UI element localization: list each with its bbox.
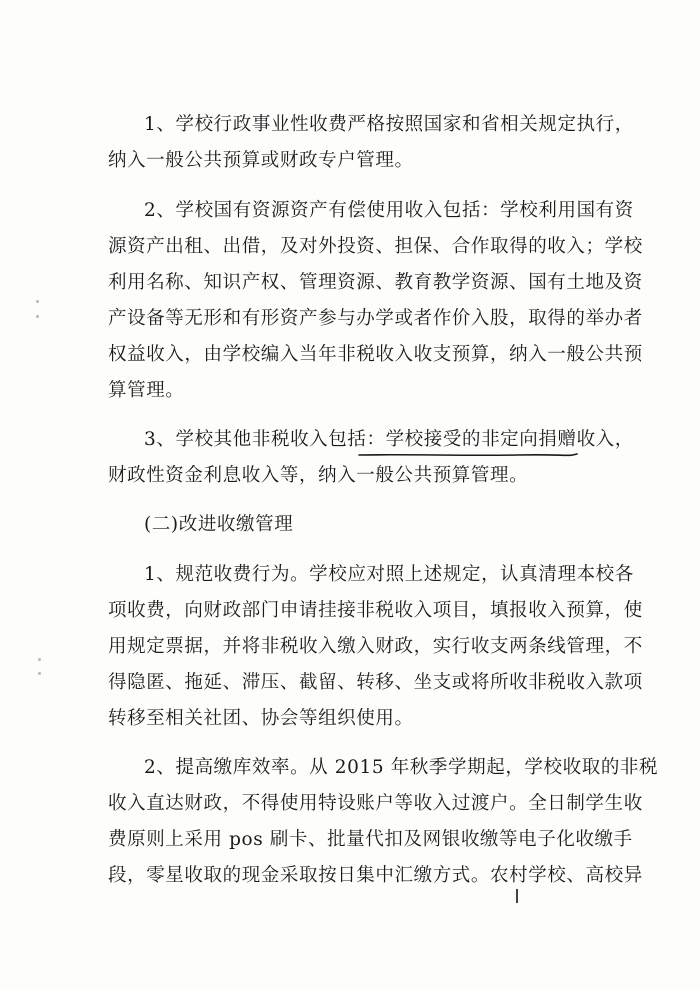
scan-mark [36,315,39,318]
handwritten-underline [357,452,579,460]
text-line: 财政性资金利息收入等，纳入一般公共预算管理。 [108,465,529,486]
text-line: 产设备等无形和有形资产参与办学或者作价入股，取得的举办者 [108,308,643,329]
scan-mark [516,889,518,903]
text-line: 源资产出租、出借，及对外投资、担保、合作取得的收入；学校 [108,236,643,257]
text-line: 2、提高缴库效率。从 2015 年秋季学期起，学校收取的非税 [144,757,659,778]
text-line: 收入直达财政，不得使用特设账户等收入过渡户。全日制学生收 [108,793,643,814]
text-line: 纳入一般公共预算或财政专户管理。 [108,150,414,171]
text-line: 权益收入，由学校编入当年非税收入收支预算，纳入一般公共预 [108,344,643,365]
text-line: 用规定票据，并将非税收入缴入财政，实行收支两条线管理，不 [108,636,643,657]
underlined-text: 学校接受的非定向捐赠收入， [385,429,634,450]
scan-mark [38,672,41,675]
text-line: 项收费，向财政部门申请挂接非税收入项目，填报收入预算，使 [108,600,643,621]
text-line: 利用名称、知识产权、管理资源、教育教学资源、国有土地及资 [108,272,643,293]
text-line [144,428,634,452]
text-line: 1、规范收费行为。学校应对照上述规定，认真清理本校各 [144,564,634,585]
text-line: 2、学校国有资源资产有偿使用收入包括：学校利用国有资 [144,200,634,221]
scan-mark [36,300,39,303]
text-line: 费原则上采用 pos 刷卡、批量代扣及网银收缴等电子化收缴手 [108,829,633,850]
text-line: 1、学校行政事业性收费严格按照国家和省相关规定执行， [144,114,634,135]
section-heading: (二)改进收缴管理 [144,514,294,535]
scan-mark [38,658,41,661]
text-segment: 3、学校其他非税收入包括： [144,429,386,450]
text-line: 段，零星收取的现金采取按日集中汇缴方式。农村学校、高校异 [108,865,643,886]
text-line: 算管理。 [108,380,185,401]
text-line: 转移至相关社团、协会等组织使用。 [108,708,414,729]
text-line: 得隐匿、拖延、滞压、截留、转移、坐支或将所收非税收入款项 [108,672,643,693]
